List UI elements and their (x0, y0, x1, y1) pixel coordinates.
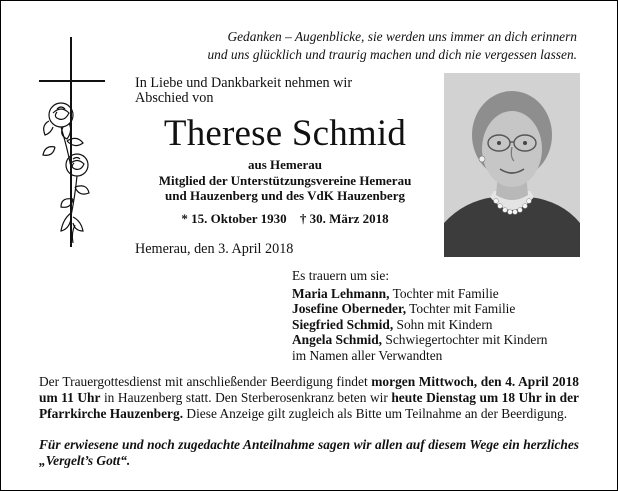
mourner-name: Siegfried Schmid, (292, 316, 394, 332)
life-dates (135, 211, 435, 227)
service-text-2: in Hauzenberg statt. Den Sterberosenkranz beten wir (100, 390, 392, 405)
service-text-3: Diese Anzeige gilt zugleich als Bitte um Teilnahme an der Beerdigung. (183, 406, 568, 421)
list-item (292, 317, 592, 333)
motto (107, 28, 577, 64)
thanks-note: Für erwiesene und noch zugedachte Anteilnahme sagen wir allen auf diesem Wege ein herzliches „Vergelt’s Gott“. (39, 437, 579, 468)
origin: aus Hemerau (247, 157, 323, 172)
list-item (292, 286, 592, 302)
service-announcement (39, 374, 579, 422)
motto-line-1: Gedanken – Augenblicke, sie werden uns immer an dich erinnern (227, 29, 577, 44)
membership-line-2: und Hauzenberg und des VdK Hauzenberg (165, 188, 405, 203)
birth-date: * 15. Oktober 1930 (181, 211, 287, 226)
service-rosary-time: heute Dienstag um 18 Uhr in der Pfarrkirche Hauzenberg. (39, 390, 579, 421)
mourner-relation: Tochter mit Familie (406, 301, 516, 316)
mourner-name: Angela Schmid, (292, 332, 383, 347)
mourners-title: Es trauern um sie: (292, 268, 390, 283)
intro-text (135, 76, 435, 106)
deceased-details (135, 157, 435, 204)
deceased-name: Therese Schmid (163, 113, 407, 154)
mourner-name: Josefine Oberneder, (292, 301, 407, 316)
cross-with-roses-icon (35, 37, 115, 247)
portrait-photo (444, 73, 580, 257)
mourners-list (292, 268, 592, 363)
mourner-relation: Tochter mit Familie (389, 285, 499, 301)
list-item (292, 332, 592, 348)
motto-line-2: und uns glücklich und traurig machen und dich nie vergessen lassen. (207, 47, 577, 62)
intro-line-2: Abschied von (135, 90, 214, 106)
mourners-closing: im Namen aller Verwandten (292, 347, 443, 363)
list-item (292, 301, 592, 317)
death-date: † 30. März 2018 (299, 211, 389, 226)
service-funeral-time: morgen Mittwoch, den 4. April 2018 um 11 Uhr (39, 374, 579, 405)
intro-line-1: In Liebe und Dankbarkeit nehmen wir (135, 75, 353, 91)
mourner-relation: Sohn mit Kindern (393, 316, 493, 332)
place-and-date: Hemerau, den 3. April 2018 (135, 241, 294, 257)
mourner-relation: Schwiegertochter mit Kindern (382, 332, 548, 347)
mourner-name: Maria Lehmann, (292, 285, 390, 301)
service-text-1: Der Trauergottesdienst mit anschließender Beerdigung findet (39, 374, 372, 389)
membership-line-1: Mitglied der Unterstützungsvereine Hemerau (158, 172, 412, 188)
